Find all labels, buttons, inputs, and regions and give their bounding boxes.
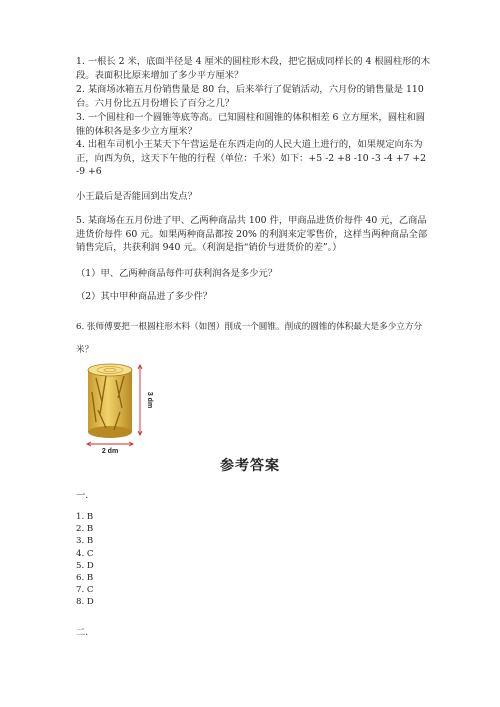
answer-item: 8. D — [76, 597, 94, 607]
diameter-label: 2 dm — [101, 448, 119, 454]
question-6: 6. 张师傅要把一根圆柱形木料（如图）削成一个圆锥。削成的圆锥的体积最大是多少立方分米？ — [76, 322, 423, 355]
answer-item: 3. B — [76, 536, 94, 546]
answer-item: 5. D — [76, 561, 94, 571]
answer-item: 7. C — [76, 585, 94, 595]
question-5-part-1: （1）甲、乙两种商品每件可获利润各是多少元？ — [76, 268, 278, 279]
answer-item: 4. C — [76, 549, 94, 559]
question-1: 1. 一根长 2 米，底面半径是 4 厘米的圆柱形木段，把它据成同样长的 4 根圆柱形的木段。表面积比原来增加了多少平方厘米？ — [76, 56, 431, 81]
answer-section-1-heading: 一. — [76, 490, 89, 501]
answer-section-2-heading: 二. — [76, 627, 89, 638]
question-5: 5. 某商场在五月份进了甲、乙两种商品共 100 件，甲商品进货价每件 40 元，乙商品进货价每件 60 元。如果两种商品都按 20% 的利润来定零售价，这样当两种商品全部销售完后，共获利润 940 元。（利润是指“销价与进货价的差”。） — [76, 215, 428, 253]
answer-item: 6. B — [76, 573, 94, 583]
answer-item: 2. B — [76, 524, 94, 534]
question-3: 3. 一个圆柱和一个圆锥等底等高。已知圆柱和圆锥的体积相差 6 立方厘米，圆柱和圆锥的体积各是多少立方厘米？ — [76, 112, 426, 137]
question-4: 4. 出租车司机小王某天下午营运是在东西走向的人民大道上进行的，如果规定向东为正，向西为负，这天下午他的行程（单位：千米）如下：+5 -2 +8 -10 -3 -4 +7 +2 -9 +6 — [76, 139, 427, 177]
height-label: 3 dm — [146, 391, 153, 409]
question-2: 2. 某商场冰箱五月份销售量是 80 台，后来举行了促销活动，六月份的销售量是 110 台。六月份比五月份增长了百分之几？ — [76, 84, 424, 109]
answer-item: 1. B — [76, 512, 94, 522]
question-4-followup: 小王最后是否能回到出发点？ — [76, 191, 197, 202]
answer-key-title: 参考答案 — [220, 458, 280, 474]
wooden-cylinder-figure — [76, 362, 156, 454]
question-5-part-2: （2）其中甲种商品进了多少件？ — [76, 291, 213, 302]
